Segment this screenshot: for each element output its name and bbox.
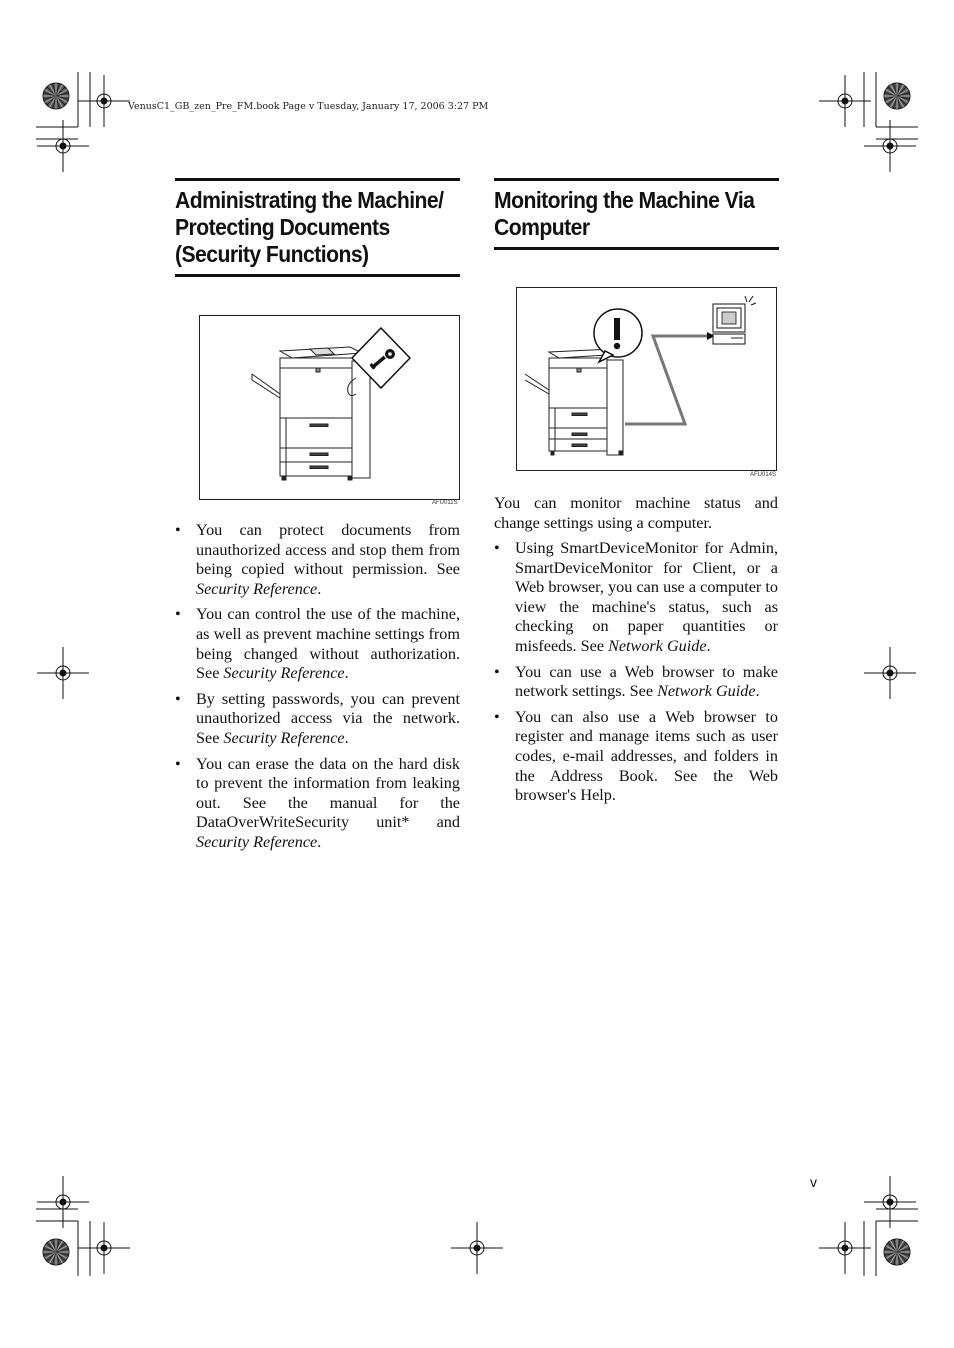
left-section-title	[175, 178, 460, 277]
registration-target-icon	[864, 120, 916, 172]
monitoring-illustration	[516, 287, 777, 471]
list-item: • Using SmartDeviceMonitor for Admin, SmartDeviceMonitor for Client, or a Web browser, you can use a computer to view the machine's status, such as checking on paper quantities or misfeeds. See Network Guide.	[494, 539, 778, 655]
page-number: v	[810, 1174, 817, 1190]
right-title-line-1: Monitoring the Machine Via	[494, 187, 755, 213]
copier-with-key-drawing	[200, 316, 459, 499]
registration-target-icon	[78, 75, 130, 127]
list-item: • By setting passwords, you can prevent unauthorized access via the network. See Security Reference.	[175, 689, 460, 747]
color-sunburst-icon	[884, 1239, 910, 1265]
security-illustration	[199, 315, 460, 500]
color-sunburst-icon	[43, 1239, 69, 1265]
right-title-line-2: Computer	[494, 214, 590, 240]
right-figure-code: AFU014S	[750, 472, 777, 478]
list-item: • You can protect documents from unauthorized access and stop them from being copied without permission. See Security Reference.	[175, 521, 460, 598]
registration-target-icon	[37, 120, 89, 172]
left-figure-code: AFU011S	[432, 500, 458, 506]
registration-target-icon	[451, 1222, 503, 1274]
registration-target-icon	[78, 1222, 130, 1274]
right-section	[494, 178, 779, 250]
left-section	[175, 178, 460, 277]
registration-target-icon	[37, 647, 89, 699]
copier-computer-drawing	[517, 288, 776, 470]
left-bullet-list	[175, 521, 460, 859]
registration-target-icon	[864, 1176, 916, 1228]
color-sunburst-icon	[43, 83, 69, 109]
right-intro-paragraph: You can monitor machine status and change settings using a computer.	[494, 494, 778, 532]
registration-target-icon	[37, 1176, 89, 1228]
list-item: • You can also use a Web browser to register and manage items such as user codes, e-mail addresses, and folders in the Address Book. See the Web browser's Help.	[494, 707, 778, 805]
list-item: • You can erase the data on the hard disk to prevent the information from leaking out. See the manual for the DataOverWriteSecurity unit* and Security Reference.	[175, 754, 460, 851]
registration-target-icon	[864, 647, 916, 699]
registration-target-icon	[819, 1222, 871, 1274]
right-bullet-list	[494, 539, 778, 812]
left-title-line-1: Administrating the Machine/	[175, 187, 444, 213]
file-header: VenusC1_GB_zen_Pre_FM.book Page v Tuesday, January 17, 2006 3:27 PM	[128, 101, 489, 112]
left-title-line-3: (Security Functions)	[175, 241, 369, 267]
left-title-line-2: Protecting Documents	[175, 214, 390, 240]
registration-target-icon	[819, 75, 871, 127]
right-section-title	[494, 178, 779, 250]
list-item: • You can control the use of the machine, as well as prevent machine settings from being changed without authorization. See Security Reference.	[175, 605, 460, 683]
list-item: • You can use a Web browser to make network settings. See Network Guide.	[494, 662, 778, 701]
color-sunburst-icon	[884, 83, 910, 109]
